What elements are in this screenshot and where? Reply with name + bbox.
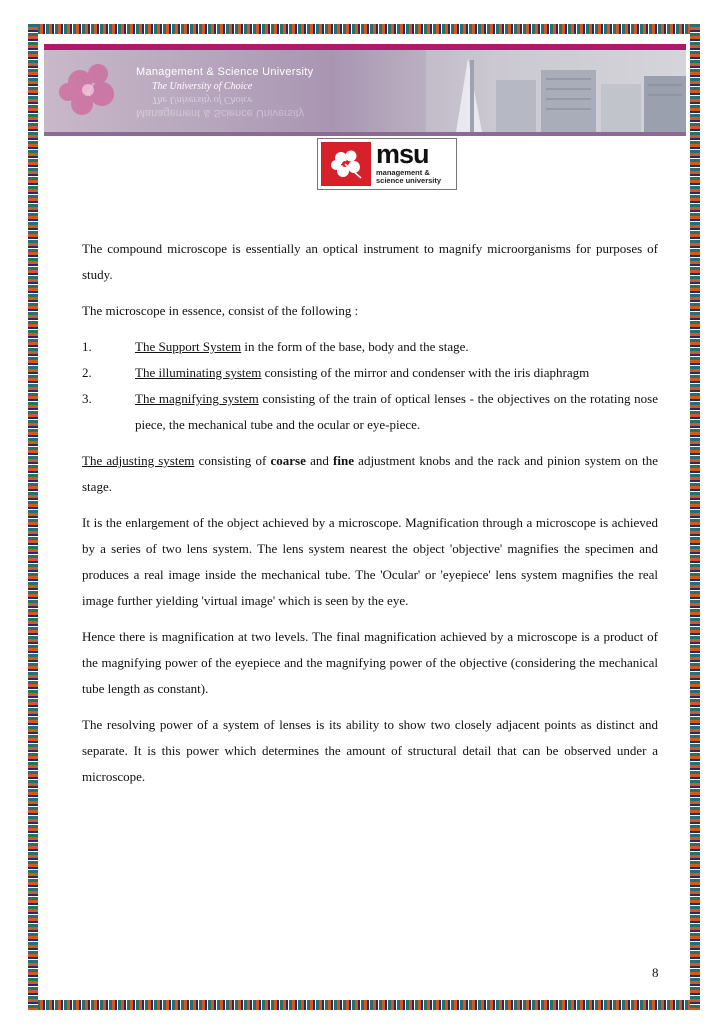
paragraph-list-intro: The microscope in essence, consist of the following : [82,303,359,318]
text-span: consisting of [194,453,271,468]
banner-university-name: Management & Science University [136,66,314,78]
banner-bottom-line [44,132,686,136]
msu-logo [317,138,457,190]
list-item-description: consisting of the train of optical lenses - the objectives on the rotating nose piece, the mechanical tube and the ocular or eye-piece. [135,391,658,432]
document-body [82,236,658,800]
list-number: 3. [82,391,92,406]
page-border-top [28,24,700,34]
list-item [82,386,658,438]
paragraph-intro: The compound microscope is essentially an optical instrument to magnify microorganisms for purposes of study. [82,241,658,282]
list-item-term: The magnifying system [135,391,259,406]
text-span: adjustment knobs and the rack and pinion system on the stage. [82,453,658,494]
page-number: 8 [652,965,659,980]
hibiscus-icon [321,142,371,186]
logo-abbreviation: msu [376,139,429,169]
list-item-text [135,386,658,438]
page-border-bottom [28,1000,700,1010]
list-item-text [135,360,658,386]
list-number: 1. [82,339,92,354]
bold-coarse: coarse [270,453,306,468]
adjusting-system-term: The adjusting system [82,453,195,468]
flower-decoration-icon [50,54,140,134]
list-number: 2. [82,365,92,380]
list-item [82,334,658,360]
list-item-description: in the form of the base, body and the stage. [241,339,469,354]
paragraph-adjusting-system [82,448,658,500]
paragraph-two-levels: Hence there is magnification at two levels. The final magnification achieved by a microscope is a product of the magnifying power of the eyepiece and the magnifying power of the objective (considering the mechanical tube length as constant). [82,629,658,696]
logo-red-block [321,142,371,186]
logo-subtitle-line1: management & [376,168,430,177]
text-span: and [305,453,334,468]
list-item-term: The Support System [135,339,242,354]
header-banner [44,44,686,136]
list-item-term: The illuminating system [135,365,262,380]
list-item-text [135,334,658,360]
banner-university-reflection: Management & Science University [136,107,305,119]
paragraph-magnification: It is the enlargement of the object achieved by a microscope. Magnification through a microscope is achieved by a series of two lens system. The lens system nearest the object 'objective' magnifies the specimen and produces a real image inside the mechanical tube. The 'Ocular' or 'eyepiece' lens system magnifies the real image further yielding 'virtual image' which is seen by the eye. [82,515,658,608]
list-item [82,360,658,386]
bold-fine: fine [333,453,354,468]
paragraph-resolving-power: The resolving power of a system of lenses is its ability to show two closely adjacent points as distinct and separate. It is this power which determines the amount of structural detail that can be observed under a microscope. [82,717,658,784]
campus-buildings-image [426,50,686,132]
banner-tagline: The University of Choice [152,81,253,92]
page-border-right [690,24,700,1010]
logo-subtitle-line2: science university [376,176,442,185]
list-item-description: consisting of the mirror and condenser with the iris diaphragm [261,365,590,380]
page-border-left [28,24,38,1010]
banner-tagline-reflection: The University of Choice [152,94,253,105]
